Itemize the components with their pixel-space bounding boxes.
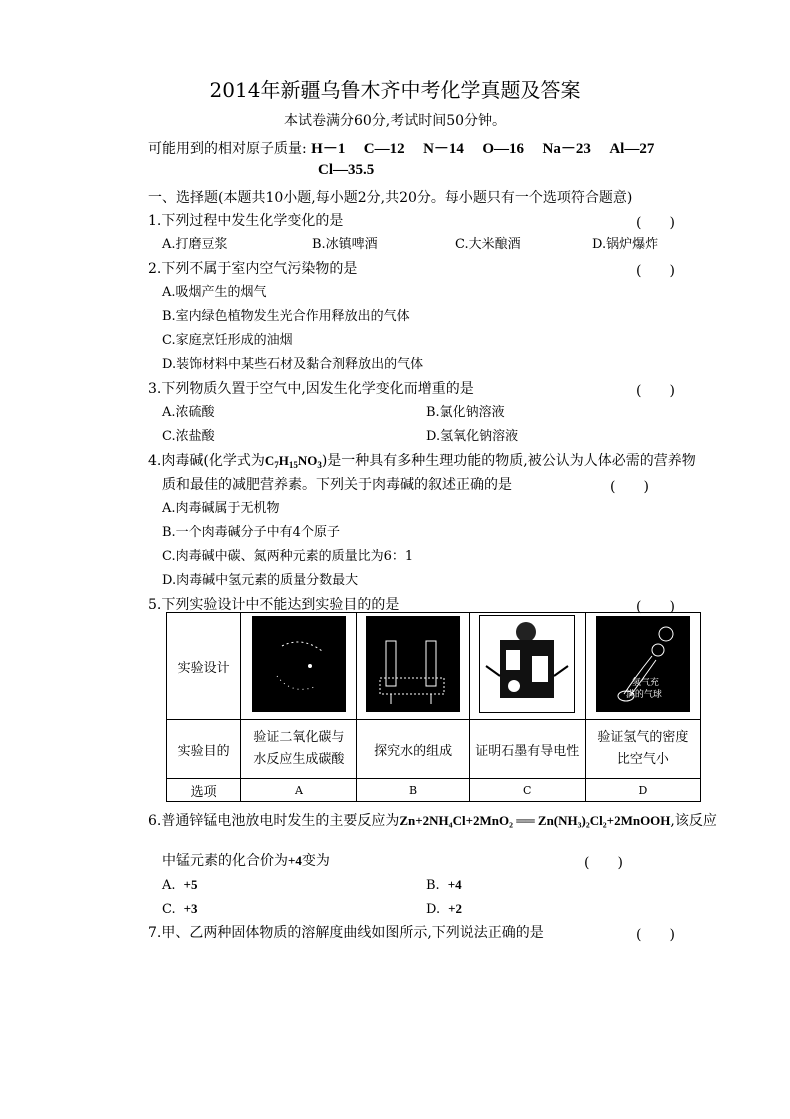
formula-c: C [264, 453, 275, 468]
q7-stem: 7.甲、乙两种固体物质的溶解度曲线如图所示,下列说法正确的是 [148, 925, 544, 941]
q6-answer-paren: ( ) [584, 855, 623, 871]
q4-option-b: B.一个肉毒碱分子中有4个原子 [162, 525, 340, 540]
q3-option-b: B.氯化钠溶液 [426, 405, 505, 420]
experiment-image-c [469, 613, 585, 720]
q2-option-c: C.家庭烹饪形成的油烟 [162, 333, 293, 348]
experiment-image-b [357, 613, 469, 720]
q6-stem-line2 [162, 852, 330, 870]
q6-line2-pre: 中锰元素的化合价为 [162, 853, 288, 869]
q4-option-a: A.肉毒碱属于无机物 [162, 501, 280, 516]
q6-option-c-letter: C. [162, 902, 176, 917]
atomic-mass-n: N－14 [423, 141, 464, 157]
q6-line2-val: +4 [288, 853, 302, 868]
table-row-purpose [167, 720, 701, 779]
q6-equation: Zn+2NH₄Cl+2MnO₂ ══ Zn(NH₃)₂Cl₂+2MnOOH [399, 813, 671, 828]
q2-option-b: B.室内绿色植物发生光合作用释放出的气体 [162, 309, 410, 324]
atomic-mass-c: C—12 [363, 141, 405, 157]
q4-stem-line2: 质和最佳的减肥营养素。下列关于肉毒碱的叙述正确的是 [162, 477, 512, 493]
atomic-mass-cl: Cl—35.5 [318, 162, 375, 178]
formula-h-sub: 15 [288, 460, 298, 470]
atomic-mass-o: O—16 [482, 141, 525, 157]
table-row-design [167, 613, 701, 720]
q2-option-a: A.吸烟产生的烟气 [162, 285, 267, 300]
page-title: 2014年新疆乌鲁木齐中考化学真题及答案 [209, 78, 581, 102]
q6-stem-pre: 6.普通锌锰电池放电时发生的主要反应为 [148, 813, 400, 829]
q6-option-d-letter: D. [426, 902, 441, 917]
row-header-option: 选项 [167, 779, 241, 802]
q6-option-d [426, 900, 462, 919]
q6-stem-post: ,该反应 [670, 813, 717, 829]
q4-formula [265, 453, 322, 468]
row-header-design: 实验设计 [167, 613, 241, 720]
graphite-conductivity-icon [479, 615, 575, 713]
q4-option-d: D.肉毒碱中氢元素的质量分数最大 [162, 573, 359, 588]
q6-option-c [162, 900, 198, 919]
q4-stem [148, 452, 696, 474]
atomic-mass-al: Al—27 [609, 141, 655, 157]
atomic-mass-label: 可能用到的相对原子质量: [148, 141, 307, 157]
option-letter-d: D [585, 779, 700, 802]
q7-answer-paren: ( ) [636, 927, 675, 943]
experiment-image-d [585, 613, 700, 720]
q5-answer-paren: ( ) [636, 599, 675, 615]
formula-c-sub: 7 [274, 460, 279, 470]
q2-option-d: D.装饰材料中某些石材及黏合剂释放出的气体 [162, 357, 424, 372]
q6-option-b [426, 876, 462, 895]
q6-option-c-value: +3 [183, 901, 198, 916]
formula-h: H [278, 453, 289, 468]
purpose-c: 证明石墨有导电性 [469, 720, 585, 779]
q2-stem: 2.下列不属于室内空气污染物的是 [148, 261, 358, 277]
q4-stem-pre: 4.肉毒碱(化学式为 [148, 453, 265, 469]
option-letter-b: B [357, 779, 469, 802]
purpose-b: 探究水的组成 [357, 720, 469, 779]
co2-water-apparatus-icon [252, 616, 346, 712]
q1-option-c: C.大米酿酒 [455, 237, 521, 252]
balloon-label-2: 满的气球 [625, 690, 662, 700]
balloon-label-1: 氢气充 [631, 678, 659, 688]
q5-stem: 5.下列实验设计中不能达到实验目的的是 [148, 597, 400, 613]
row-header-purpose: 实验目的 [167, 720, 241, 779]
q4-option-c: C.肉毒碱中碳、氮两种元素的质量比为6：1 [162, 549, 414, 564]
q6-option-b-letter: B. [426, 878, 440, 893]
q4-answer-paren: ( ) [610, 479, 649, 495]
formula-no: NO [297, 453, 318, 468]
q2-answer-paren: ( ) [636, 263, 675, 279]
q6-option-a-value: +5 [183, 877, 198, 892]
q6-option-b-value: +4 [447, 877, 462, 892]
experiment-image-a [241, 613, 357, 720]
q6-line2-post: 变为 [301, 853, 330, 869]
purpose-d: 验证氢气的密度比空气小 [585, 720, 700, 779]
q4-stem-post: )是一种具有多种生理功能的物质,被公认为人体必需的营养物 [321, 453, 696, 469]
q1-answer-paren: ( ) [636, 215, 675, 231]
q1-stem: 1.下列过程中发生化学变化的是 [148, 213, 344, 229]
section-heading: 一、选择题(本题共10小题,每小题2分,共20分。每小题只有一个选项符合题意) [148, 190, 633, 206]
atomic-mass-line [148, 137, 668, 158]
q1-option-d: D.锅炉爆炸 [592, 237, 659, 252]
q3-stem: 3.下列物质久置于空气中,因发生化学变化而增重的是 [148, 381, 474, 397]
table-row-option [167, 779, 701, 802]
option-letter-a: A [241, 779, 357, 802]
experiment-table [166, 612, 701, 802]
q1-option-b: B.冰镇啤酒 [312, 237, 378, 252]
q3-option-a: A.浓硫酸 [162, 405, 215, 420]
option-letter-c: C [469, 779, 585, 802]
atomic-mass-na: Na－23 [542, 141, 591, 157]
q6-option-a-letter: A. [162, 878, 176, 893]
formula-no-sub: 3 [317, 460, 322, 470]
purpose-a: 验证二氧化碳与水反应生成碳酸 [241, 720, 357, 779]
q3-option-d: D.氢氧化钠溶液 [426, 429, 519, 444]
q6-option-d-value: +2 [448, 901, 463, 916]
q6-option-a [162, 876, 197, 895]
atomic-mass-h: H－1 [311, 141, 346, 157]
atomic-mass-line-2 [318, 162, 388, 179]
q3-answer-paren: ( ) [636, 383, 675, 399]
q6-stem [148, 812, 717, 830]
exam-subtitle: 本试卷满分60分,考试时间50分钟。 [283, 113, 507, 129]
hydrogen-balloon-icon [596, 616, 690, 712]
water-electrolysis-icon [366, 616, 460, 712]
q3-option-c: C.浓盐酸 [162, 429, 215, 444]
q1-option-a: A.打磨豆浆 [162, 237, 228, 252]
